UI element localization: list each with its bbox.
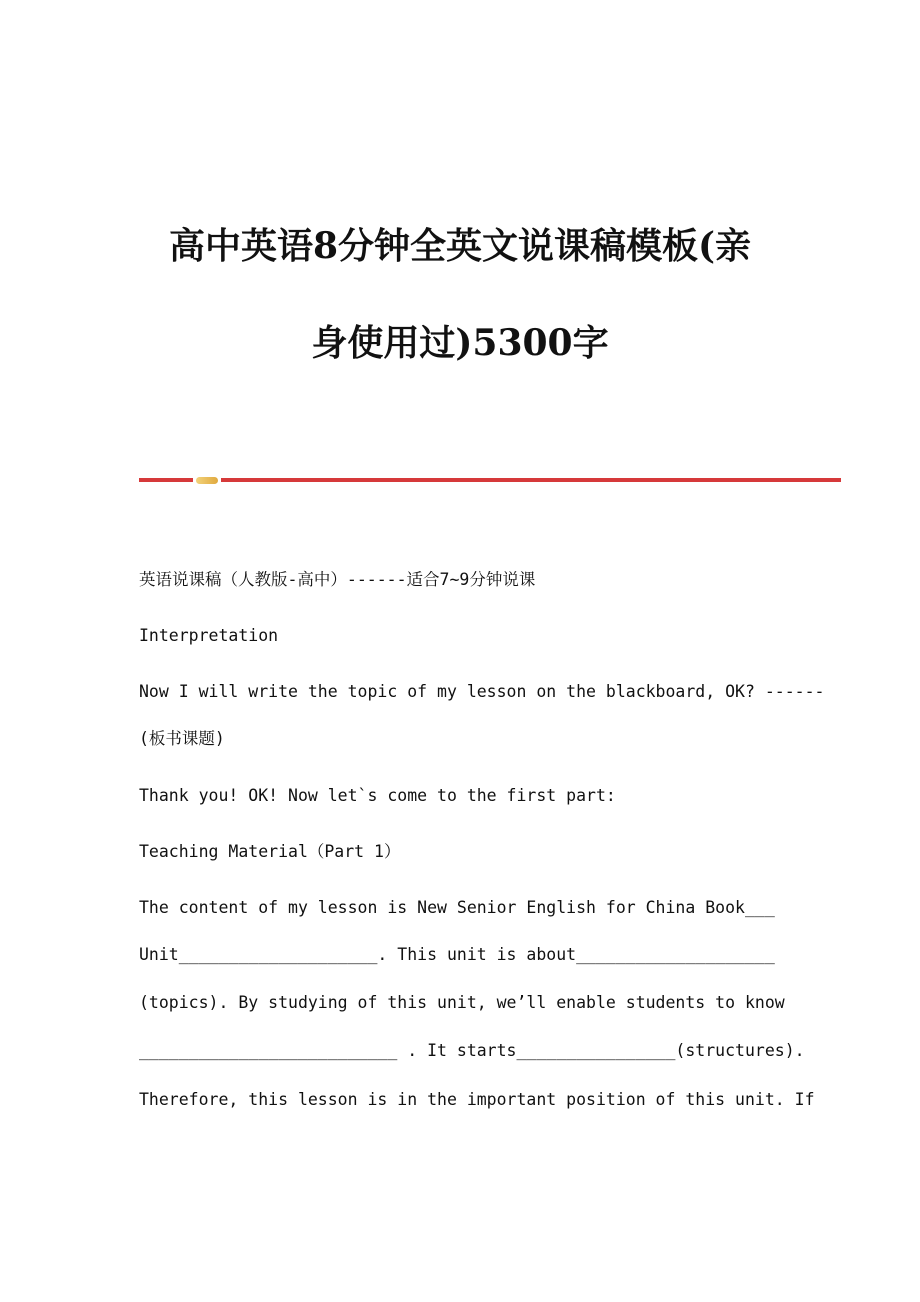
body-line: Therefore, this lesson is in the important position of this unit. If (139, 1090, 815, 1109)
document-title-line-1: 高中英语8分钟全英文说课稿模板(亲 (168, 225, 752, 267)
decorative-divider (139, 476, 841, 486)
body-line: __________________________ . It starts________________(structures). (139, 1041, 805, 1060)
divider-bar-left (139, 478, 193, 482)
body-line: (topics). By studying of this unit, we’ll enable students to know (139, 993, 785, 1012)
document-title-line-2: 身使用过)5300字 (311, 322, 609, 364)
divider-bar-right (221, 478, 841, 482)
body-line: The content of my lesson is New Senior English for China Book___ (139, 898, 775, 917)
body-line: Now I will write the topic of my lesson on the blackboard, OK? ------ (139, 682, 825, 701)
body-line: 英语说课稿（人教版-高中）------适合7~9分钟说课 (139, 570, 536, 589)
body-line: (板书课题) (139, 729, 225, 748)
body-line: Unit____________________. This unit is about____________________ (139, 945, 775, 964)
section-heading-teaching-material: Teaching Material（Part 1） (139, 842, 401, 861)
body-line: Thank you! OK! Now let`s come to the first part: (139, 786, 616, 805)
section-heading-interpretation: Interpretation (139, 626, 279, 645)
divider-ornament-icon (196, 477, 218, 484)
